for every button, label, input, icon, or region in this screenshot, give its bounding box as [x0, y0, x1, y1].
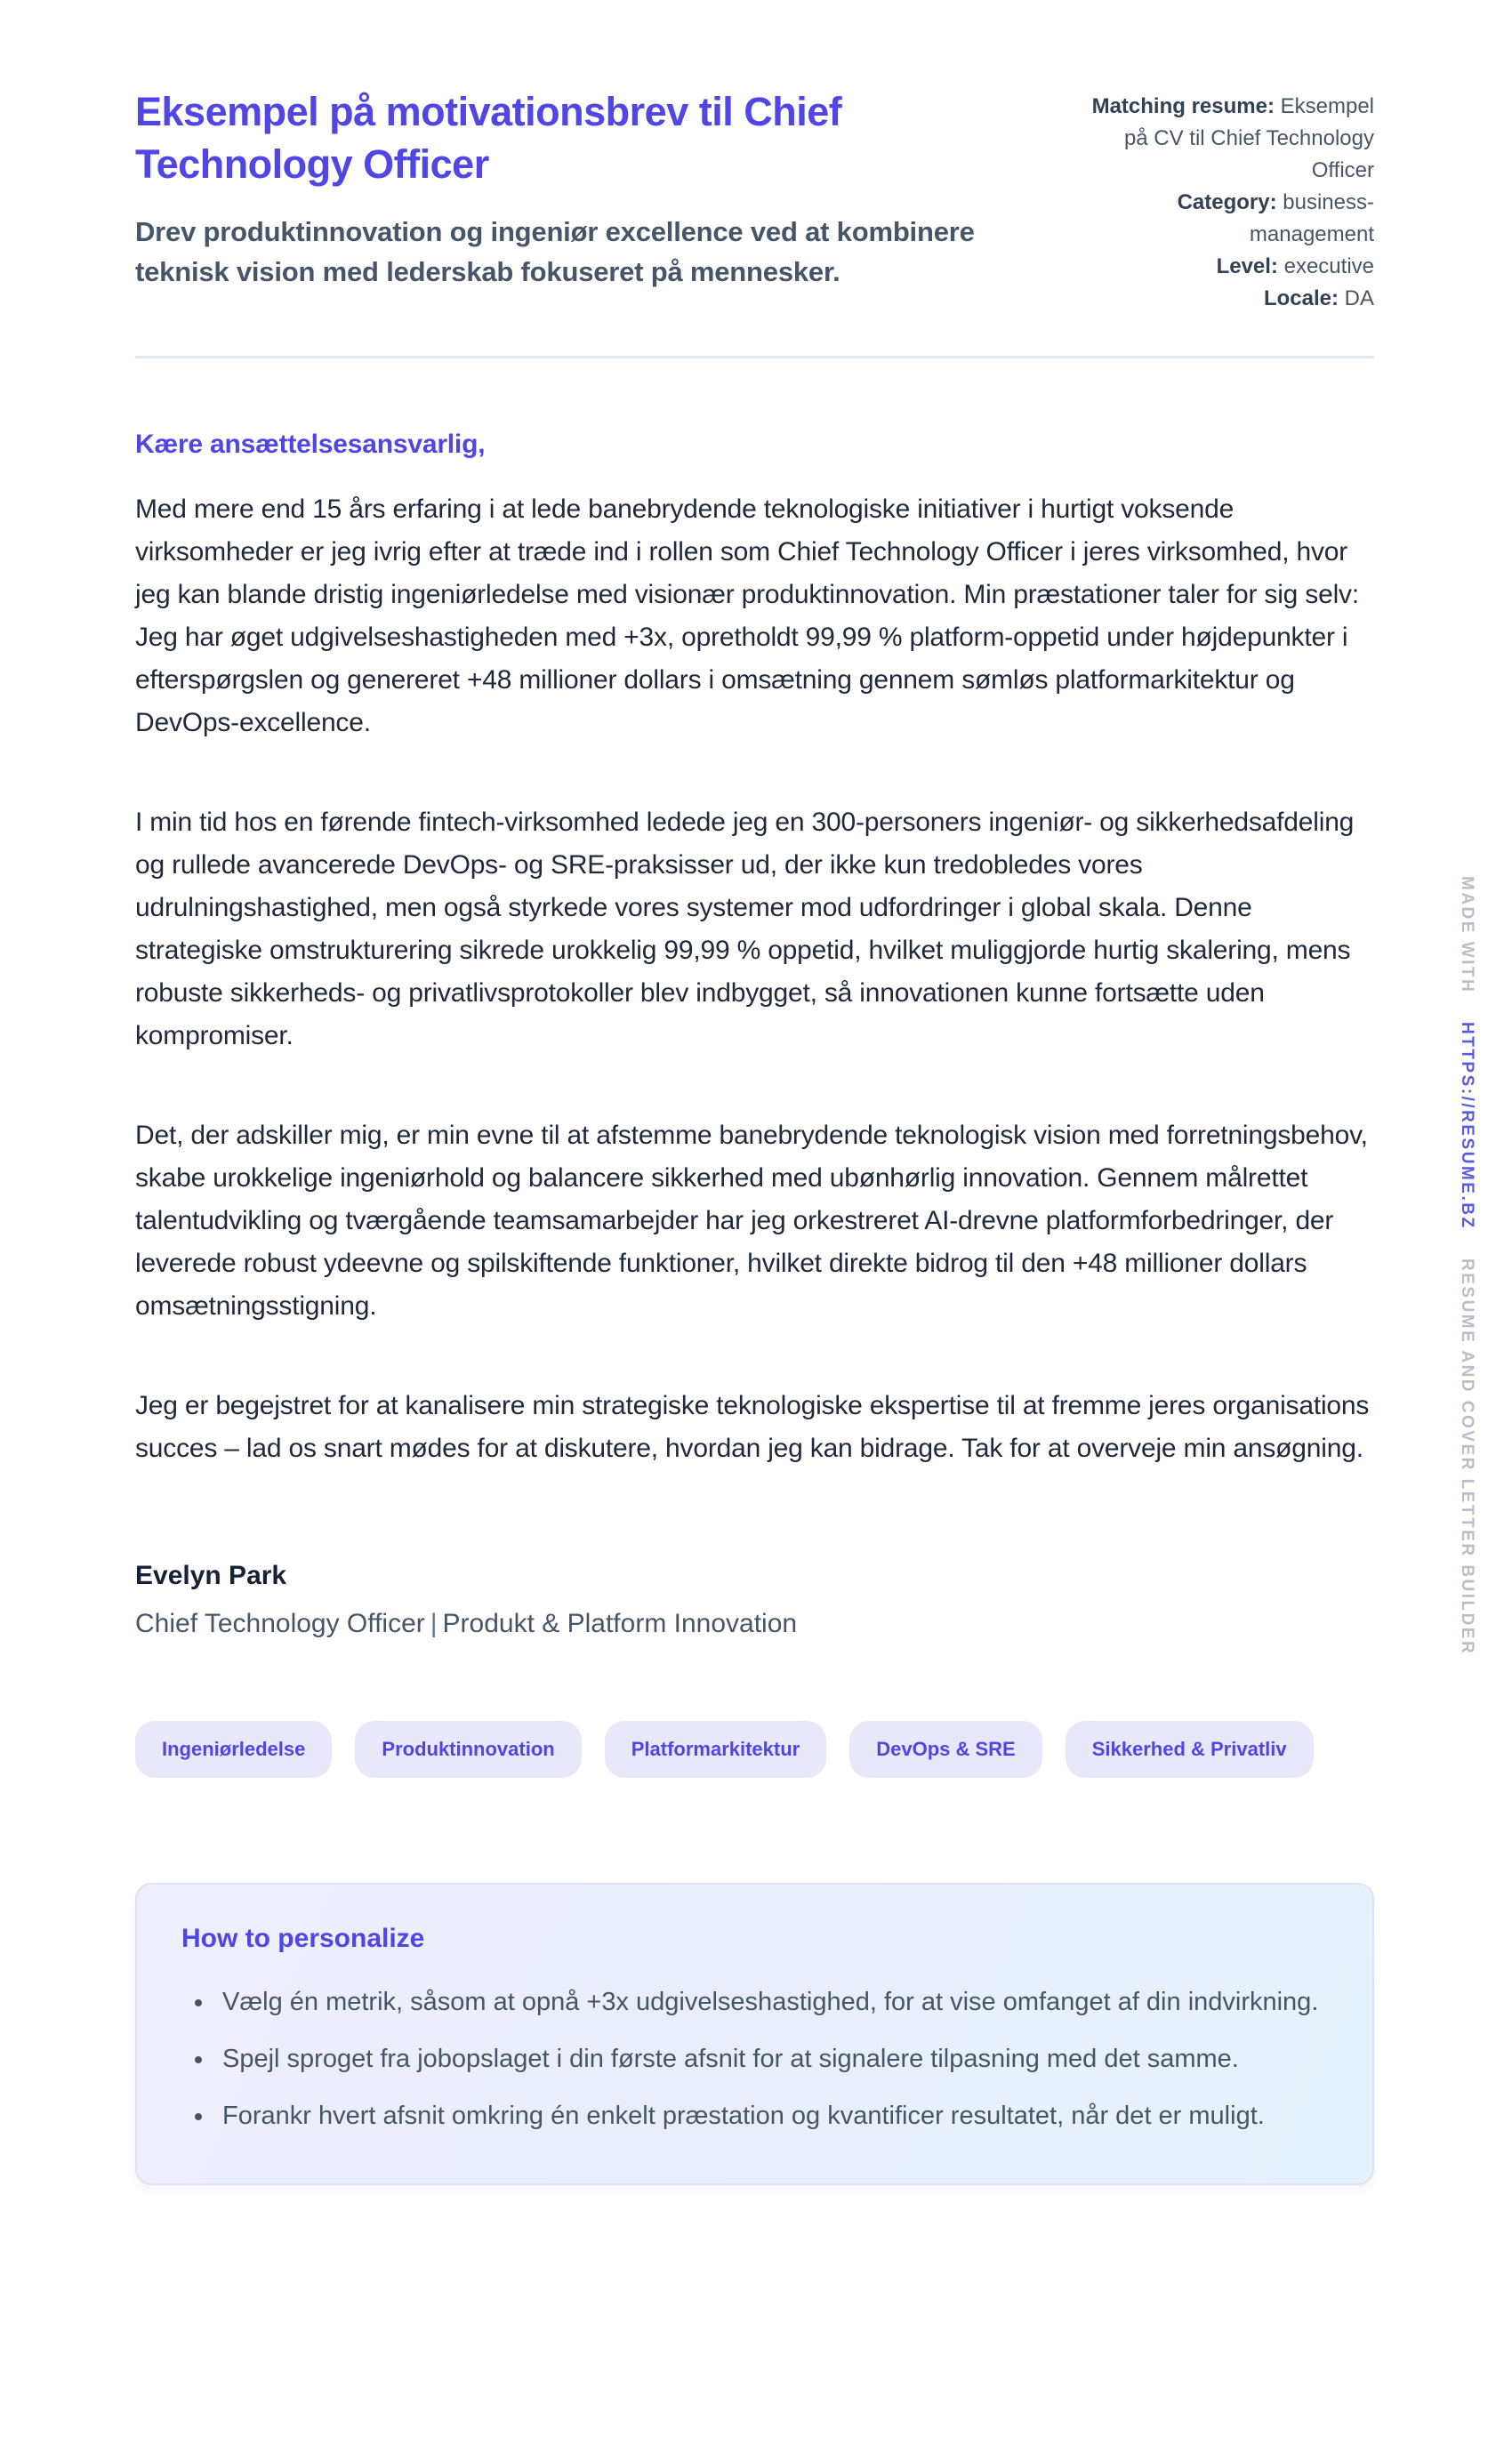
watermark — [1457, 876, 1476, 1655]
meta-row-level — [1067, 251, 1374, 283]
meta-level-value: executive — [1283, 254, 1374, 278]
tag-pill-devops-sre[interactable]: DevOps & SRE — [849, 1721, 1042, 1778]
header-titles — [135, 85, 1029, 293]
personalize-bullet: • Forankr hvert afsnit omkring én enkelt præstation og kvantificer resultatet, når det er muligt. — [215, 2094, 1328, 2137]
meta-row-matching-resume — [1067, 91, 1374, 187]
meta-matching-resume-link[interactable]: Eksempel på CV til Chief Technology Officer — [1123, 94, 1374, 182]
personalize-bullet: • Vælg én metrik, såsom at opnå +3x udgivelseshastighed, for at vise omfanget af din indvirkning. — [215, 1981, 1328, 2023]
letter-paragraph: Jeg er begejstret for at kanalisere min strategiske teknologiske ekspertise til at fremme jeres organisations succes – lad os snart mødes for at diskutere, hvordan jeg kan bidrage. Tak for at overveje min ansøgning. — [135, 1391, 1370, 1463]
watermark-prefix: MADE WITH — [1458, 876, 1476, 994]
letter-paragraph: I min tid hos en førende fintech-virksomhed ledede jeg en 300-personers ingeniør- og sikkerhedsafdeling og rullede avancerede DevOps- og SRE-praksisser ud, der ikke kun tredobledes vores udrulningshastighed, men også styrkede vores systemer mod udfordringer i global skala. Denne strategiske omstrukturering sikrede urokkelig 99,99 % oppetid, hvilket muliggjorde hurtig skalering, mens robuste sikkerheds- og privatlivsprotokoller blev indbygget, så innovationen kunne fortsætte uden kompromiser. — [135, 808, 1355, 1050]
letter-paragraph: Det, der adskiller mig, er min evne til at afstemme banebrydende teknologisk vision med forretningsbehov, skabe urokkelige ingeniørhold og balancere sikkerhed med ubønhørlig innovation. Gennem målrettet talentudvikling og tværgående teamsamarbejder har jeg orkestreret AI-drevne platformforbedringer, der leverede robust ydeevne og spilskiftende funktioner, hvilket direkte bidrog til den +48 millioner dollars omsætningsstigning. — [135, 1121, 1368, 1321]
meta-label: Matching resume: — [1091, 94, 1275, 118]
meta-panel — [1067, 85, 1374, 315]
header-divider — [135, 356, 1374, 358]
meta-row-category — [1067, 187, 1374, 251]
tag-pill-product-innovation[interactable]: Produktinnovation — [355, 1721, 581, 1778]
page-subtitle: Drev produktinnovation og ingeniør excellence ved at kombinere teknisk vision med lederskab fokuseret på mennesker. — [135, 215, 975, 287]
signature-name: Evelyn Park — [135, 1561, 287, 1590]
tag-pill-platform-architecture[interactable]: Platformarkitektur — [605, 1721, 827, 1778]
letter-paragraph: Med mere end 15 års erfaring i at lede banebrydende teknologiske initiativer i hurtigt voksende virksomheder er jeg ivrig efter at træde ind i rollen som Chief Technology Officer i jeres virksomhed, hvor jeg kan blande dristig ingeniørledelse med visionær produktinnovation. Min præstationer taler for sig selv: Jeg har øget udgivelseshastigheden med +3x, opretholdt 99,99 % platform-oppetid under højdepunkter i efterspørgslen og genereret +48 millioner dollars i omsætning gennem sømløs platformarkitektur og DevOps-excellence. — [135, 494, 1359, 737]
page-title: Eksempel på motivationsbrev til Chief Technology Officer — [135, 89, 842, 188]
meta-label: Category: — [1177, 190, 1277, 214]
tag-pill-engineering-leadership[interactable]: Ingeniørledelse — [135, 1721, 332, 1778]
signature-role-divider: | — [430, 1609, 438, 1638]
meta-label: Locale: — [1263, 286, 1339, 310]
personalize-bullet: • Spejl sproget fra jobopslaget i din første afsnit for at signalere tilpasning med det samme. — [215, 2038, 1328, 2080]
cover-letter-body — [135, 430, 1374, 1639]
personalize-list — [181, 1981, 1328, 2137]
personalize-heading: How to personalize — [181, 1924, 425, 1953]
watermark-suffix: RESUME AND COVER LETTER BUILDER — [1458, 1258, 1476, 1656]
signature-role — [135, 1609, 1374, 1639]
watermark-site-link[interactable]: HTTPS://RESUME.BZ — [1458, 1022, 1476, 1230]
header — [135, 85, 1374, 315]
signature-role-subtitle: Produkt & Platform Innovation — [442, 1609, 798, 1638]
signature-role-title: Chief Technology Officer — [135, 1609, 425, 1638]
tag-list — [135, 1721, 1374, 1778]
meta-row-locale — [1067, 283, 1374, 315]
meta-locale-value: DA — [1344, 286, 1374, 310]
personalize-box — [135, 1883, 1374, 2185]
letter-greeting: Kære ansættelsesansvarlig, — [135, 430, 486, 459]
meta-category-value: business-management — [1249, 190, 1374, 246]
meta-label: Level: — [1216, 254, 1278, 278]
tag-pill-security-privacy[interactable]: Sikkerhed & Privatliv — [1066, 1721, 1314, 1778]
